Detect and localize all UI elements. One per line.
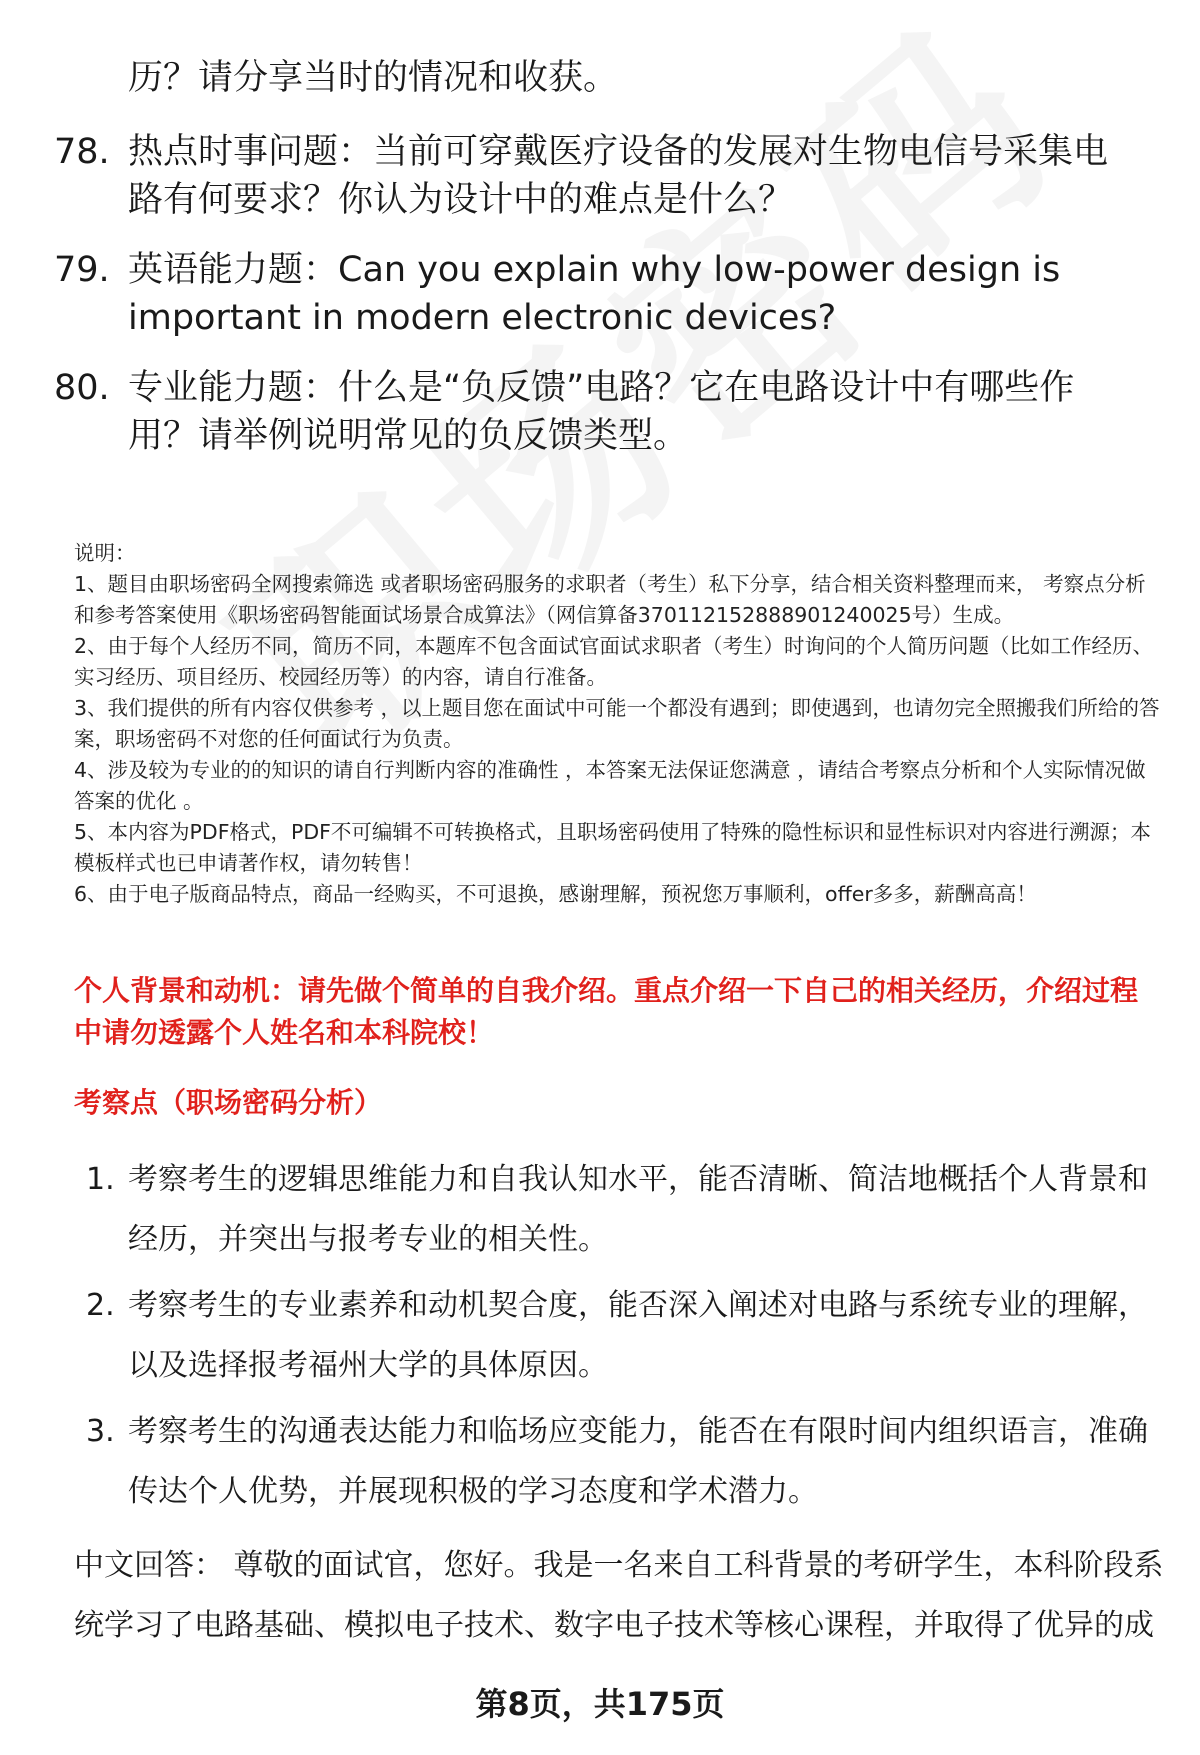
analysis-points (74, 1150, 1164, 1528)
chinese-answer: 中文回答： 尊敬的面试官，您好。我是一名来自工科背景的考研学生，本科阶段系统学习了电路基础、模拟电子技术、数字电子技术等核心课程，并取得了优异的成 (74, 1548, 1164, 1643)
question-text-line: 专业能力题：什么是“负反馈”电路？它在电路设计中有哪些作 (128, 368, 1075, 408)
point-text: 考察考生的逻辑思维能力和自我认知水平，能否清晰、简洁地概括个人背景和经历，并突出与报考专业的相关性。 (128, 1162, 1148, 1257)
question-number: 80. (54, 368, 110, 408)
question-continuation: 历？请分享当时的情况和收获。 (128, 58, 619, 98)
point-number: 3. (86, 1414, 115, 1449)
notes-heading: 说明： (74, 541, 136, 565)
note-item: 2、由于每个人经历不同，简历不同，本题库不包含面试官面试求职者（考生）时询问的个人简历问题（比如工作经历、实习经历、项目经历、校园经历等）的内容，请自行准备。 (74, 634, 1154, 689)
note-item: 1、题目由职场密码全网搜索筛选 或者职场密码服务的求职者（考生）私下分享，结合相关资料整理而来， 考察点分析和参考答案使用《职场密码智能面试场景合成算法》（网信算备370112152888901240025号）生成。 (74, 572, 1146, 627)
question-text-line: 英语能力题：Can you explain why low-power design is (128, 250, 1061, 290)
current-question: 个人背景和动机：请先做个简单的自我介绍。重点介绍一下自己的相关经历，介绍过程中请勿透露个人姓名和本科院校！ (74, 974, 1139, 1049)
page-footer: 第8页，共175页 (475, 1685, 725, 1723)
question-text-line: important in modern electronic devices? (128, 298, 837, 338)
analysis-point (74, 1276, 1164, 1396)
note-item: 6、由于电子版商品特点，商品一经购买，不可退换，感谢理解，预祝您万事顺利，offer多多，薪酬高高！ (74, 882, 1037, 906)
question-text-line: 路有何要求？你认为设计中的难点是什么？ (128, 180, 794, 220)
note-item: 4、涉及较为专业的的知识的请自行判断内容的准确性 ，本答案无法保证您满意 ，请结合考察点分析和个人实际情况做答案的优化 。 (74, 758, 1146, 813)
question-number: 79. (54, 250, 110, 290)
note-item: 5、本内容为PDF格式，PDF不可编辑不可转换格式，且职场密码使用了特殊的隐性标识和显性标识对内容进行溯源；本模板样式也已申请著作权，请勿转售！ (74, 820, 1151, 875)
question-number: 78. (54, 132, 110, 172)
note-item: 3、我们提供的所有内容仅供参考 ，以上题目您在面试中可能一个都没有遇到；即使遇到，也请勿完全照搬我们所给的答案，职场密码不对您的任何面试行为负责。 (74, 696, 1160, 751)
point-number: 2. (86, 1288, 115, 1323)
analysis-heading: 考察点（职场密码分析） (74, 1086, 383, 1119)
question-text-line: 用？请举例说明常见的负反馈类型。 (128, 416, 689, 456)
point-number: 1. (86, 1162, 115, 1197)
question-text-line: 热点时事问题：当前可穿戴医疗设备的发展对生物电信号采集电 (128, 132, 1109, 172)
point-text: 考察考生的专业素养和动机契合度，能否深入阐述对电路与系统专业的理解，以及选择报考福州大学的具体原因。 (128, 1288, 1148, 1383)
analysis-point (74, 1150, 1164, 1270)
point-text: 考察考生的沟通表达能力和临场应变能力，能否在有限时间内组织语言，准确传达个人优势，并展现积极的学习态度和学术潜力。 (128, 1414, 1148, 1509)
notes-section (74, 538, 1164, 910)
analysis-point (74, 1402, 1164, 1522)
